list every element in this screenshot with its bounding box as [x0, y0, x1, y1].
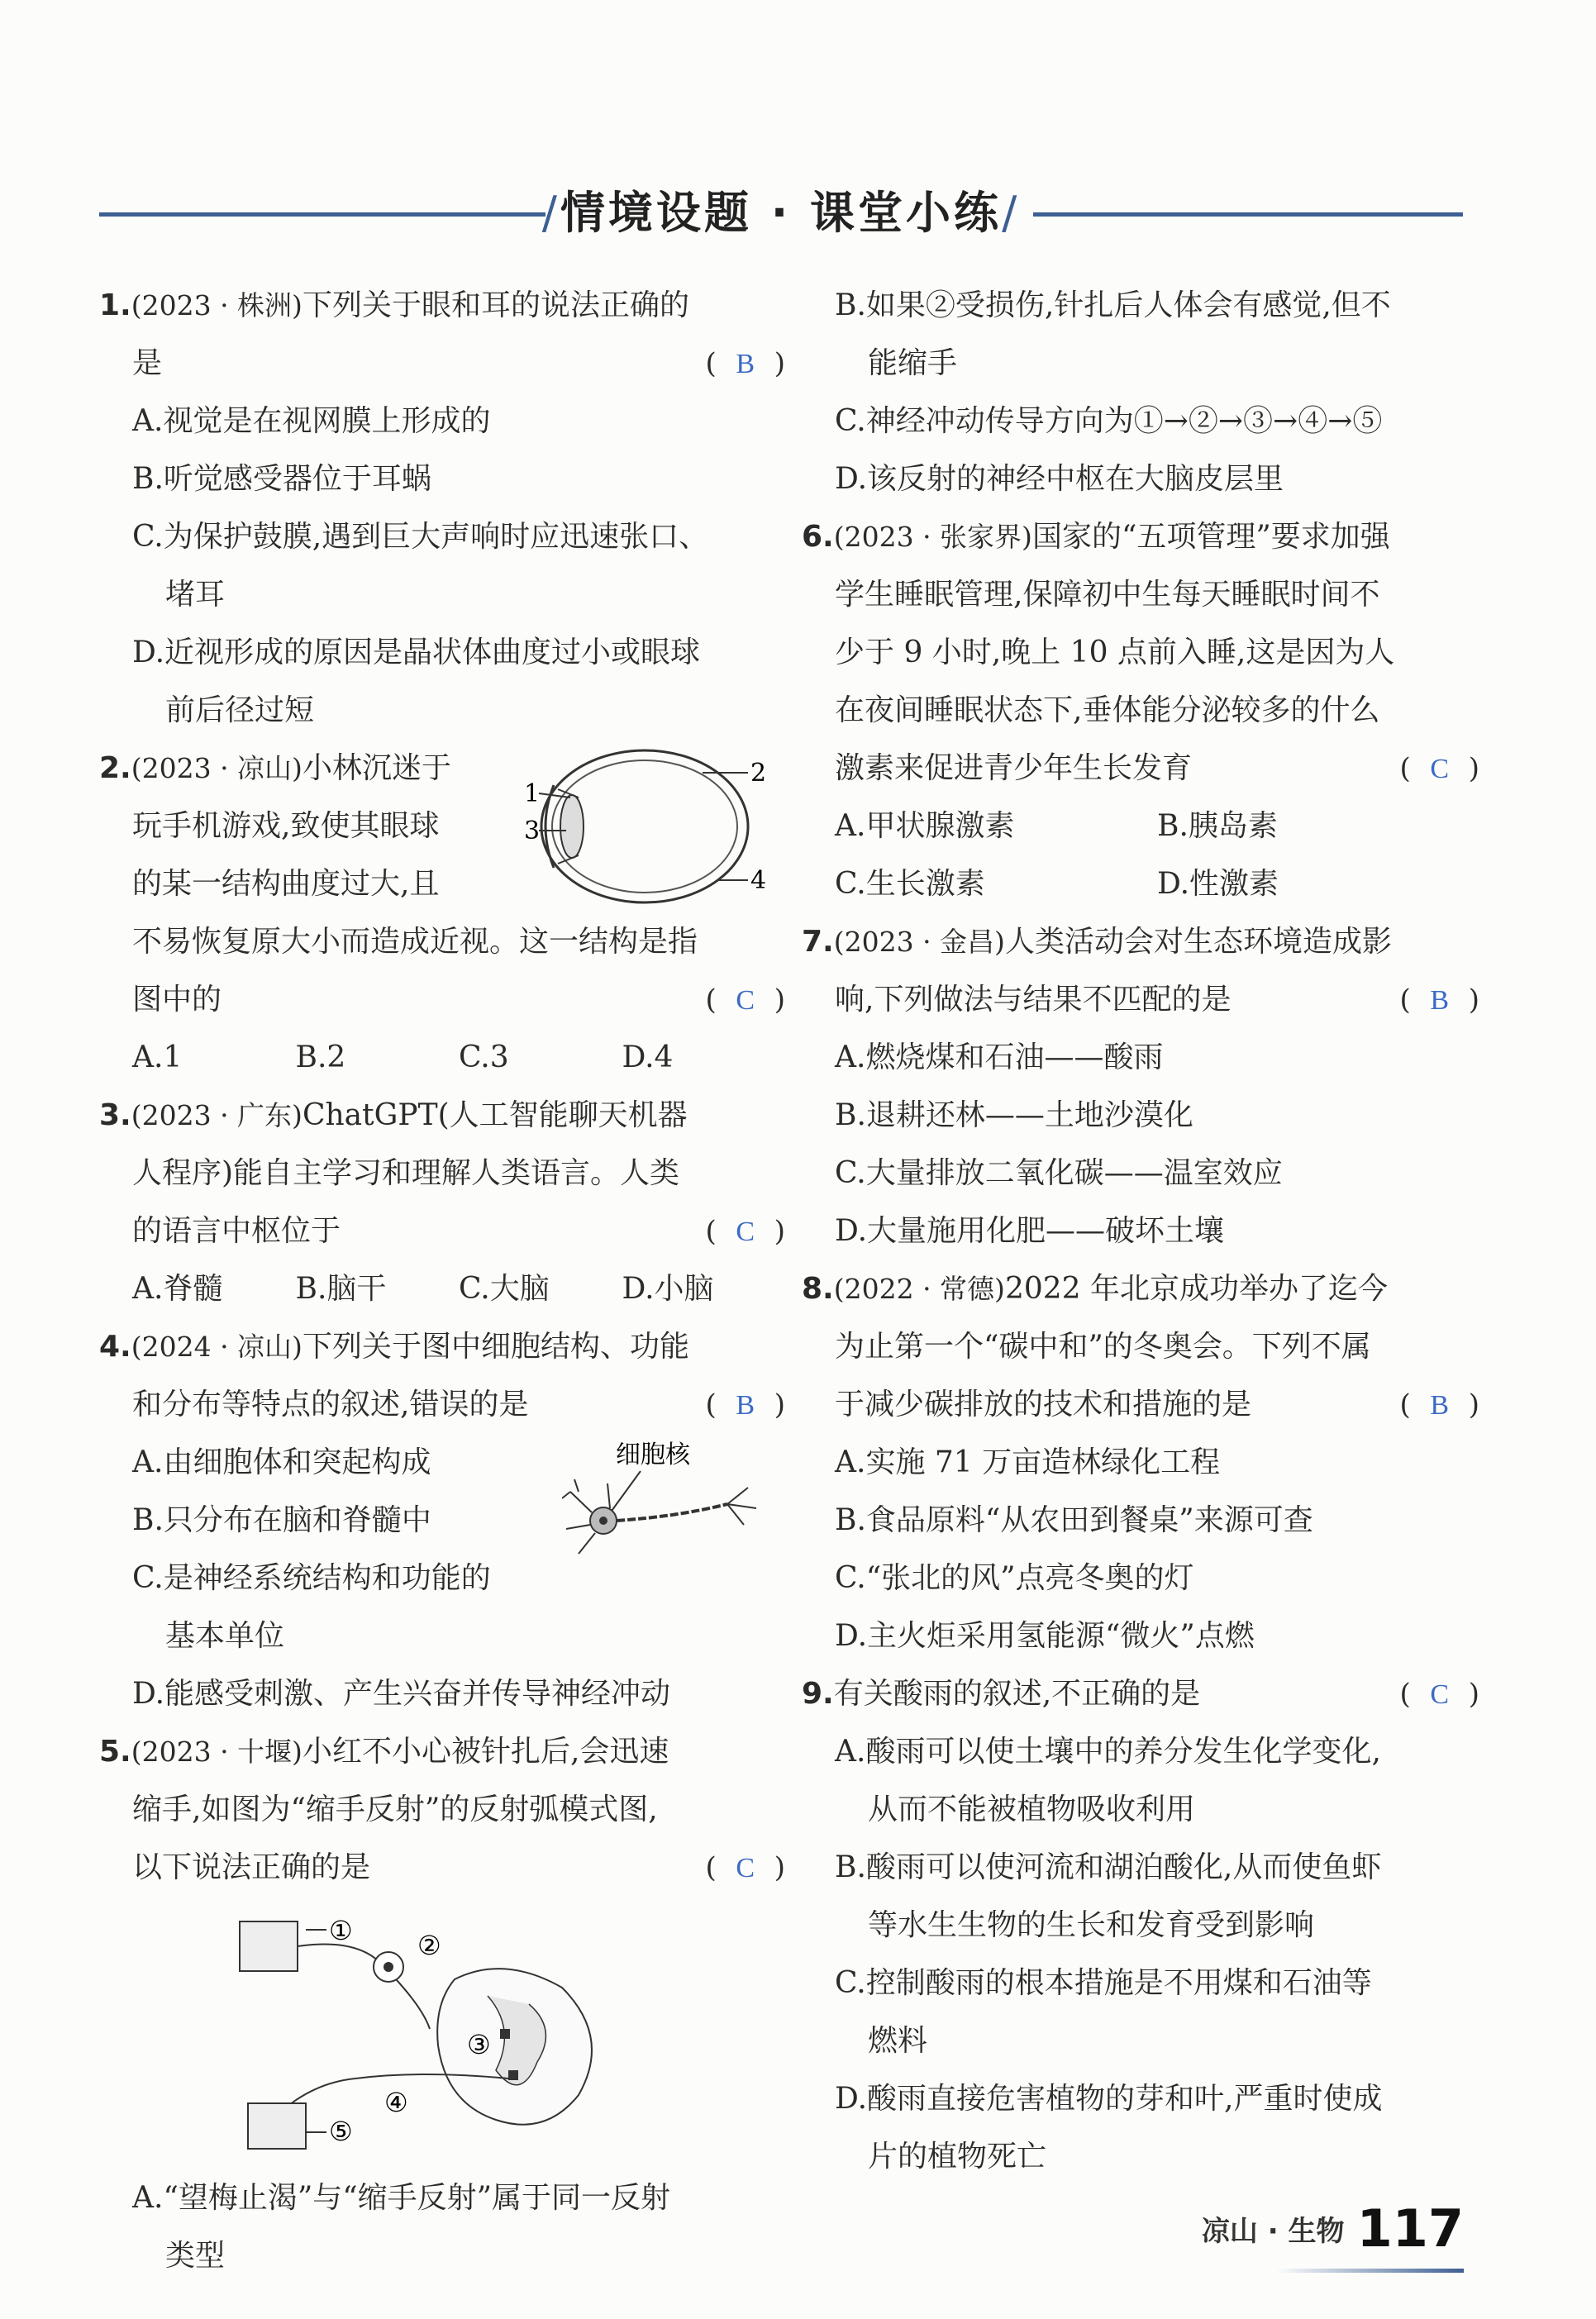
eye-label-3: 3 — [524, 817, 541, 845]
eye-diagram — [521, 740, 769, 913]
option-a: A.视觉是在视网膜上形成的 — [132, 404, 491, 438]
option-d: D.近视形成的原因是晶状体曲度过小或眼球 — [132, 636, 701, 669]
arc-label-2: ② — [417, 1930, 441, 1961]
eye-label-4: 4 — [750, 866, 767, 895]
footer-rule — [1274, 2269, 1464, 2273]
question-5: 5.(2023 · 十堰)小红不小心被针扎后,会迅速 缩手,如图为“缩手反射”的反射弧模式图, 以下说法正确的是 ( C ) ① ② ③ ④ ⑤ A.“望梅止渴”与“缩手反射”属于同一反射 类型 — [99, 1735, 785, 2273]
page-footer — [1202, 2198, 1464, 2259]
arc-label-1: ① — [329, 1915, 353, 1946]
left-column — [99, 277, 785, 2285]
question-9: 9.有关酸雨的叙述,不正确的是 ( C ) A.酸雨可以使土壤中的养分发生化学变化, 从而不能被植物吸收利用 B.酸雨可以使河流和湖泊酸化,从而使鱼虾 等水生生物的生长和发育受到影响 C.控制酸雨的根本措施是不用煤和石油等 燃料 D.酸雨直接危害植物的芽和叶,严重时使成 片的植物死亡 — [802, 1677, 1479, 2174]
neuron-diagram — [562, 1434, 769, 1558]
question-2: 2.(2023 · 凉山)小林沉迷于 玩手机游戏,致使其眼球 的某一结构曲度过大,且 不易恢复原大小而造成近视。这一结构是指 图中的 ( C ) A.1 B.2 C.3 D.4 1 2 3 4 — [99, 740, 785, 1087]
section-title: /情境设题 · 课堂小练/ — [541, 187, 1021, 239]
nucleus-label: 细胞核 — [616, 1440, 690, 1469]
option-c: C.为保护鼓膜,遇到巨大声响时应迅速张口、 — [132, 520, 709, 554]
page-number: 117 — [1356, 2198, 1464, 2259]
section-header — [99, 178, 1463, 244]
arc-label-3: ③ — [467, 2029, 491, 2060]
subject-label: 凉山 · 生物 — [1201, 2215, 1345, 2248]
question-6: 6.(2023 · 张家界)国家的“五项管理”要求加强 学生睡眠管理,保障初中生每天睡眠时间不 少于 9 小时,晚上 10 点前入睡,这是因为人 在夜间睡眠状态下,垂体能分泌较多的什么 激素来促进青少年生长发育 ( C ) A.甲状腺激素 B.胰岛素 C.生长激素 D.性激素 — [802, 520, 1479, 901]
answer-blank: ( B ) — [705, 347, 785, 380]
arc-label-5: ⑤ — [329, 2116, 353, 2147]
question-3: 3.(2023 · 广东)ChatGPT(人工智能聊天机器 人程序)能自主学习和理解人类语言。人类 的语言中枢位于 ( C ) A.脊髓 B.脑干 C.大脑 D.小脑 — [99, 1087, 785, 1318]
eye-label-1: 1 — [524, 779, 541, 808]
right-column: B.如果②受损伤,针扎后人体会有感觉,但不 能缩手 C.神经冲动传导方向为①→②→③→④→⑤ D.该反射的神经中枢在大脑皮层里 6.(2023 · 张家界)国家的“五项管理”要求加强 学生睡眠管理,保障初中生每天睡眠时间不 少于 9 小时,晚上 10 点前入睡,这是因为人 在夜间睡眠状态下,垂体能分泌较多的什么 激素来促进青少年生长发育 ( C ) A.甲状腺激素 B.胰岛素 C.生长激素 D.性激素 7.(2023 · 金昌)人类活动会对生态环境造成影 响,下列做法与结果不匹配的是 ( B ) A.燃烧煤和石油——酸雨 B.退耕还林——土地沙漠化 C.大量排放二氧化碳——温室效应 D.大量施用化肥——破坏土壤 8.(2022 · 常德)2022 年北京成功举办了迄今 为止第一个“碳中和”的冬奥会。下列不属 于减少碳排放的技术和措施的是 ( B ) A.实施 71 万亩造林绿化工程 B.食品原料“从农田到餐桌”来源可查 C.“张北的风”点亮冬奥的灯 D.主火炬采用氢能源“微火”点燃 9.有关酸雨的叙述,不正确的是 ( C ) A.酸雨可以使土壤中的养分发生化学变化, 从而不能被植物吸收利用 B.酸雨可以使河流和湖泊酸化,从而使鱼虾 等水生生物的生长和发育受到影响 C.控制酸雨的根本措施是不用煤和石油等 燃料 D.酸雨直接危害植物的芽和叶,严重时使成 片的植物死亡 — [802, 277, 1479, 2186]
eye-label-2: 2 — [750, 759, 767, 788]
question-4: 4.(2024 · 凉山)下列关于图中细胞结构、功能 和分布等特点的叙述,错误的是 ( B ) A.由细胞体和突起构成 B.只分布在脑和脊髓中 C.是神经系统结构和功能的 基本单位 D.能感受刺激、产生兴奋并传导神经冲动 细胞核 — [99, 1330, 785, 1711]
arc-label-4: ④ — [384, 2087, 408, 2118]
question-8: 8.(2022 · 常德)2022 年北京成功举办了迄今 为止第一个“碳中和”的冬奥会。下列不属 于减少碳排放的技术和措施的是 ( B ) A.实施 71 万亩造林绿化工程 B.食品原料“从农田到餐桌”来源可查 C.“张北的风”点亮冬奥的灯 D.主火炬采用氢能源“微火”点燃 — [802, 1272, 1479, 1653]
options-row: A.脊髓 B.脑干 C.大脑 D.小脑 — [132, 1272, 714, 1306]
option-b: B.听觉感受器位于耳蜗 — [132, 462, 431, 496]
question-1: 1.(2023 · 株洲)下列关于眼和耳的说法正确的 是 ( B ) A.视觉是在视网膜上形成的 B.听觉感受器位于耳蜗 C.为保护鼓膜,遇到巨大声响时应迅速张口、 堵耳 D.近视形成的原因是晶状体曲度过小或眼球 前后径过短 — [99, 288, 785, 727]
question-7: 7.(2023 · 金昌)人类活动会对生态环境造成影 响,下列做法与结果不匹配的是 ( B ) A.燃烧煤和石油——酸雨 B.退耕还林——土地沙漠化 C.大量排放二氧化碳——温室效应 D.大量施用化肥——破坏土壤 — [802, 925, 1479, 1248]
options-row: A.1 B.2 C.3 D.4 — [132, 1040, 674, 1074]
reflex-arc-diagram — [231, 1905, 661, 2161]
